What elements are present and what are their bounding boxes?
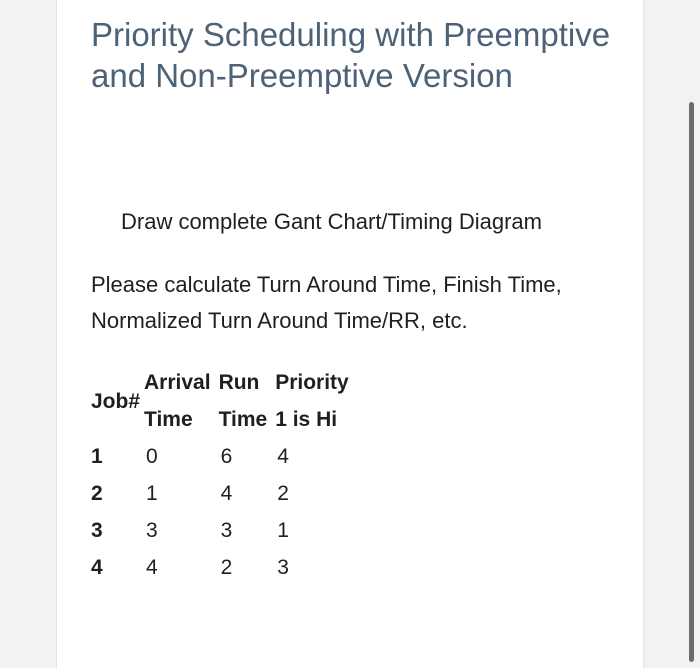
job-number: 1 xyxy=(91,445,103,468)
priority: 1 xyxy=(277,519,289,542)
header-priority-top: Priority xyxy=(275,371,349,394)
arrival-time: 1 xyxy=(146,482,158,505)
content-panel xyxy=(56,0,644,668)
run-time: 3 xyxy=(220,519,233,542)
run-time: 2 xyxy=(220,556,233,579)
header-priority-bottom: 1 is Hi xyxy=(275,408,338,431)
job-number: 2 xyxy=(91,482,103,505)
priority: 2 xyxy=(277,482,289,505)
table-row xyxy=(89,475,355,512)
arrival-time: 3 xyxy=(146,519,158,542)
priority: 3 xyxy=(277,556,289,579)
header-row-top xyxy=(89,364,355,401)
header-arrival-top: Arrival xyxy=(144,371,211,394)
header-arrival-bottom: Time xyxy=(144,408,193,431)
instructions: Please calculate Turn Around Time, Finish Time, Normalized Turn Around Time/RR, etc. xyxy=(91,272,562,333)
arrival-time: 4 xyxy=(146,556,158,579)
subtitle: Draw complete Gant Chart/Timing Diagram xyxy=(121,209,542,234)
jobs-table xyxy=(89,364,355,586)
run-time: 4 xyxy=(220,482,233,505)
vertical-scrollbar[interactable] xyxy=(689,102,694,662)
arrival-time: 0 xyxy=(146,445,158,468)
header-run-bottom: Time xyxy=(218,408,268,431)
job-number: 3 xyxy=(91,519,103,542)
table-row xyxy=(89,512,355,549)
run-time: 6 xyxy=(220,445,233,468)
header-job: Job# xyxy=(91,389,141,413)
page-title: Priority Scheduling with Preemptive and Non-Preemptive Version xyxy=(91,16,611,94)
table-row xyxy=(89,438,355,475)
header-run-top: Run xyxy=(218,371,260,394)
priority: 4 xyxy=(277,445,289,468)
job-number: 4 xyxy=(91,556,103,579)
table-row xyxy=(89,549,355,586)
